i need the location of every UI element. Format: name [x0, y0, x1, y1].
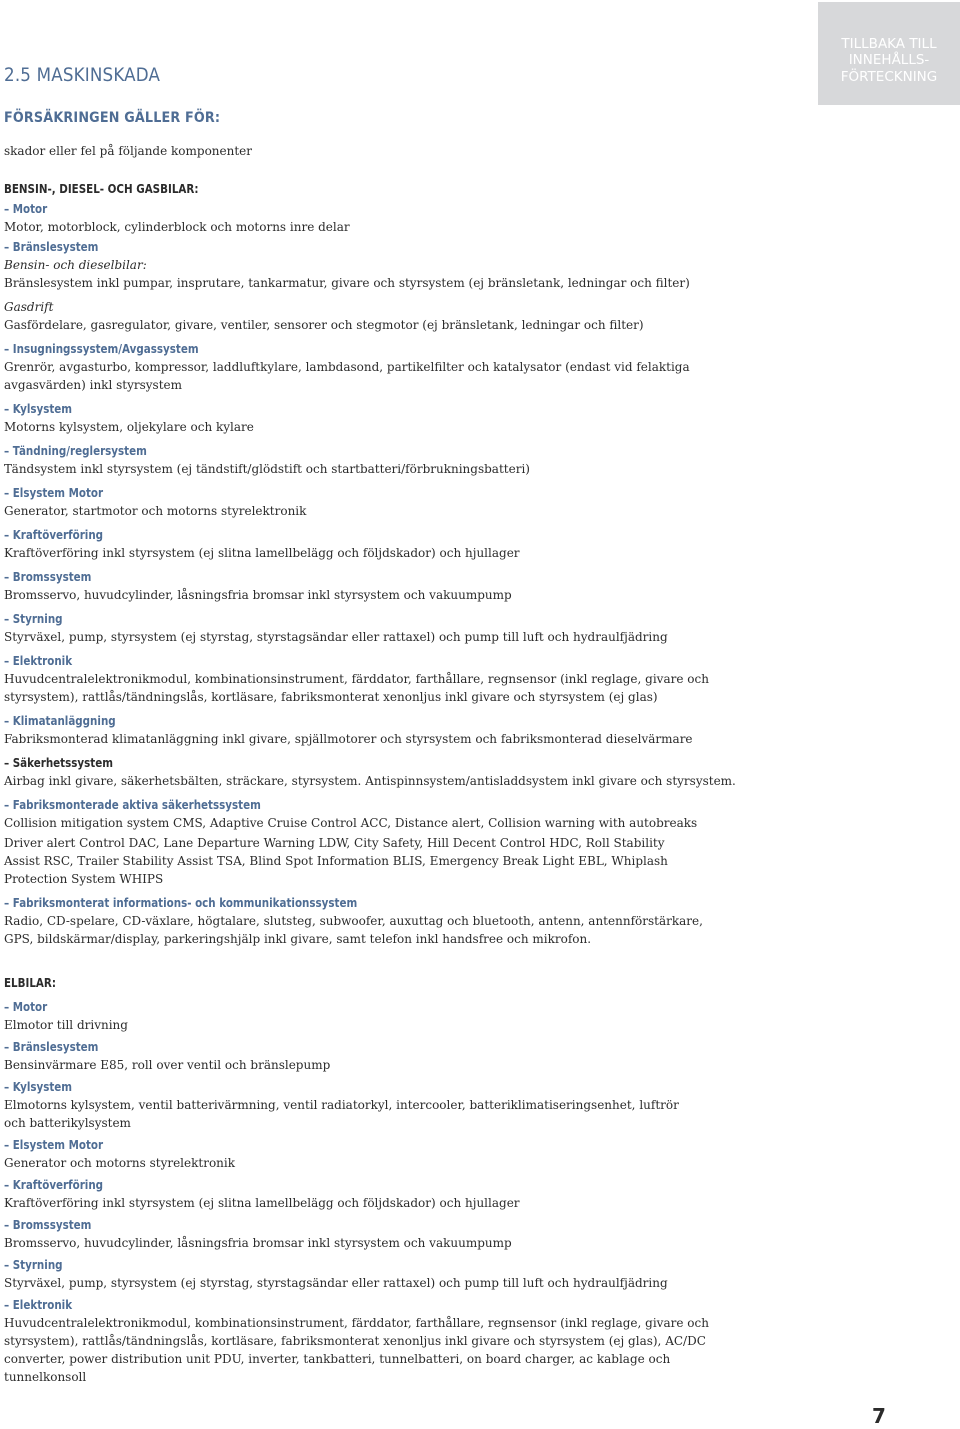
- infotainment-text: Radio, CD-spelare, CD-växlare, högtalare, slutsteg, subwoofer, auxuttag och bluetooth, antenn, antennförstärkare, GPS, bildskärmar/display, parkeringshjälp inkl givare, samt telefon inkl handsfree och mikrofon.: [4, 914, 703, 946]
- fuel-subheading-petrol-diesel: Bensin- och dieselbilar:: [4, 258, 147, 272]
- steering-heading: – Styrning: [4, 612, 63, 626]
- fuel-system-heading: – Bränslesystem: [4, 240, 99, 254]
- active-safety-text-1: Collision mitigation system CMS, Adaptive Cruise Control ACC, Distance alert, Collision warning with autobreaks: [4, 816, 698, 830]
- cooling-text: Motorns kylsystem, oljekylare och kylare: [4, 420, 254, 434]
- ignition-text: Tändsystem inkl styrsystem (ej tändstift/glödstift och startbatteri/förbrukningsbatteri): [4, 462, 530, 476]
- ev-electronics-heading: – Elektronik: [4, 1298, 73, 1312]
- transmission-heading: – Kraftöverföring: [4, 528, 104, 542]
- motor-heading: – Motor: [4, 202, 48, 216]
- intro-text: skador eller fel på följande komponenter: [4, 144, 253, 158]
- intake-exhaust-heading: – Insugningssystem/Avgassystem: [4, 342, 199, 356]
- infotainment-heading: – Fabriksmonterat informations- och kommunikationssystem: [4, 896, 358, 910]
- electronics-text: Huvudcentralelektronikmodul, kombinationsinstrument, färddator, farthållare, regnsensor (inkl reglage, givare och styrsystem), rattlås/tändningslås, kortläsare, fabriksmonterat xenonljus inkl givare och styrsystem (ej glas): [4, 672, 709, 704]
- ev-motor-text: Elmotor till drivning: [4, 1018, 128, 1032]
- safety-heading: – Säkerhetssystem: [4, 756, 113, 770]
- active-safety-heading: – Fabriksmonterade aktiva säkerhetssystem: [4, 798, 261, 812]
- ev-motor-heading: – Motor: [4, 1000, 48, 1014]
- electric-cars-heading: ELBILAR:: [4, 976, 56, 990]
- safety-text: Airbag inkl givare, säkerhetsbälten, sträckare, styrsystem. Antispinnsystem/antisladdsystem inkl givare och styrsystem.: [4, 774, 736, 788]
- cooling-heading: – Kylsystem: [4, 402, 73, 416]
- fuel-system-text: Bränslesystem inkl pumpar, insprutare, tankarmatur, givare och styrsystem (ej bränsletank, ledningar och filter): [4, 276, 690, 290]
- electronics-heading: – Elektronik: [4, 654, 73, 668]
- ev-brake-heading: – Bromssystem: [4, 1218, 92, 1232]
- brake-heading: – Bromssystem: [4, 570, 92, 584]
- ev-steering-text: Styrväxel, pump, styrsystem (ej styrstag, styrstagsändar eller rattaxel) och pump till luft och hydraulfjädring: [4, 1276, 668, 1290]
- ev-steering-heading: – Styrning: [4, 1258, 63, 1272]
- ev-cooling-text: Elmotorns kylsystem, ventil batterivärmning, ventil radiatorkyl, intercooler, batteriklimatiseringsenhet, luftrör och batterikylsystem: [4, 1098, 679, 1130]
- transmission-text: Kraftöverföring inkl styrsystem (ej slitna lamellbelägg och följdskador) och hjullager: [4, 546, 520, 560]
- intake-exhaust-text: Grenrör, avgasturbo, kompressor, laddluftkylare, lambdasond, partikelfilter och katalysator (endast vid felaktiga avgasvärden) inkl styrsystem: [4, 360, 690, 392]
- page-title: 2.5 MASKINSKADA: [4, 64, 161, 86]
- ev-transmission-text: Kraftöverföring inkl styrsystem (ej slitna lamellbelägg och följdskador) och hjullager: [4, 1196, 520, 1210]
- section-heading: FÖRSÄKRINGEN GÄLLER FÖR:: [4, 110, 221, 126]
- page-number: 7: [872, 1404, 886, 1428]
- active-safety-text-2: Driver alert Control DAC, Lane Departure Warning LDW, City Safety, Hill Decent Control HDC, Roll Stability Assist RSC, Trailer Stability Assist TSA, Blind Spot Information BLIS, Emergency Break Light EBL, Whiplash Protection System WHIPS: [4, 836, 668, 886]
- fuel-subheading-gas: Gasdrift: [4, 300, 54, 314]
- back-to-toc-label: TILLBAKA TILL INNEHÅLLS-FÖRTECKNING: [840, 35, 938, 85]
- fuel-cars-heading: BENSIN-, DIESEL- OCH GASBILAR:: [4, 182, 199, 196]
- motor-text: Motor, motorblock, cylinderblock och motorns inre delar: [4, 220, 350, 234]
- ev-electric-motor-text: Generator och motorns styrelektronik: [4, 1156, 236, 1170]
- electric-motor-text: Generator, startmotor och motorns styrelektronik: [4, 504, 307, 518]
- gas-system-text: Gasfördelare, gasregulator, givare, ventiler, sensorer och stegmotor (ej bränsletank, ledningar och filter): [4, 318, 644, 332]
- ev-fuel-heading: – Bränslesystem: [4, 1040, 99, 1054]
- ev-fuel-text: Bensinvärmare E85, roll over ventil och bränslepump: [4, 1058, 331, 1072]
- ev-electric-motor-heading: – Elsystem Motor: [4, 1138, 104, 1152]
- back-to-toc-button[interactable]: [818, 2, 960, 105]
- ev-brake-text: Bromsservo, huvudcylinder, låsningsfria bromsar inkl styrsystem och vakuumpump: [4, 1236, 512, 1250]
- ev-transmission-heading: – Kraftöverföring: [4, 1178, 104, 1192]
- ignition-heading: – Tändning/reglersystem: [4, 444, 147, 458]
- brake-text: Bromsservo, huvudcylinder, låsningsfria bromsar inkl styrsystem och vakuumpump: [4, 588, 512, 602]
- climate-text: Fabriksmonterad klimatanläggning inkl givare, spjällmotorer och styrsystem och fabriksmonterad dieselvärmare: [4, 732, 693, 746]
- document-body: [4, 142, 744, 1386]
- electric-motor-heading: – Elsystem Motor: [4, 486, 104, 500]
- ev-electronics-text: Huvudcentralelektronikmodul, kombinationsinstrument, färddator, farthållare, regnsensor (inkl reglage, givare och styrsystem), rattlås/tändningslås, kortläsare, fabriksmonterat xenonljus inkl givare och styrsystem (ej glas), AC/DC converter, power distribution unit PDU, inverter, tankbatteri, tunnelbatteri, on board charger, ac kablage och tunnelkonsoll: [4, 1316, 709, 1384]
- ev-cooling-heading: – Kylsystem: [4, 1080, 73, 1094]
- steering-text: Styrväxel, pump, styrsystem (ej styrstag, styrstagsändar eller rattaxel) och pump till luft och hydraulfjädring: [4, 630, 668, 644]
- climate-heading: – Klimatanläggning: [4, 714, 116, 728]
